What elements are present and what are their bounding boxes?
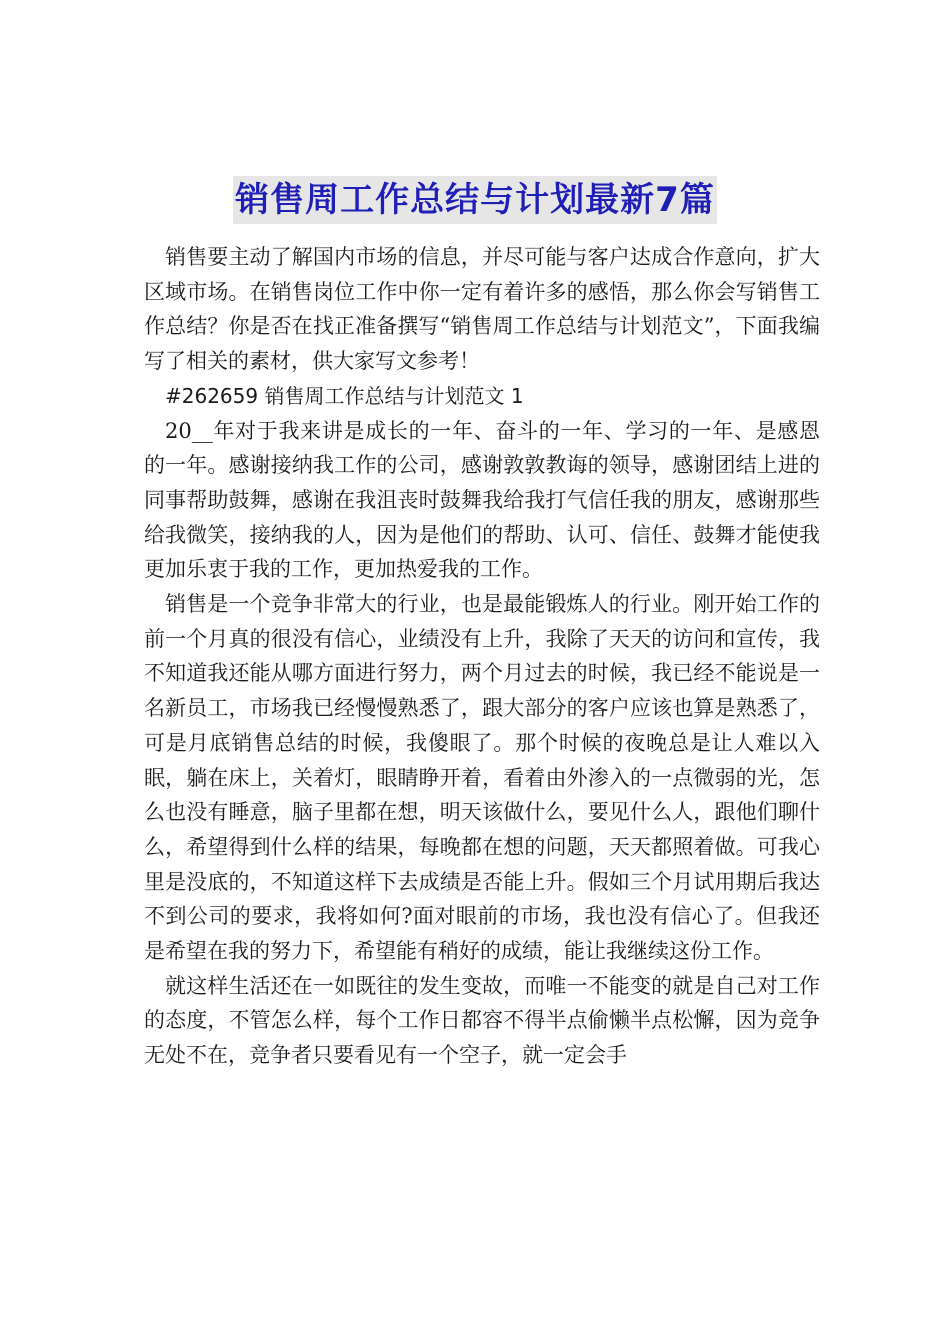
document-title: 销售周工作总结与计划最新7篇 — [233, 176, 717, 224]
title-container — [0, 176, 950, 224]
intro-paragraph: 销售要主动了解国内市场的信息，并尽可能与客户达成合作意向，扩大区域市场。在销售岗位工作中你一定有着许多的感悟，那么你会写销售工作总结？你是否在找正准备撰写“销售周工作总结与计划范文”，下面我编写了相关的素材，供大家写文参考！ — [144, 245, 820, 374]
document-body — [144, 240, 820, 1073]
body-paragraph-2: 销售是一个竞争非常大的行业，也是最能锻炼人的行业。刚开始工作的前一个月真的很没有信心，业绩没有上升，我除了天天的访问和宣传，我不知道我还能从哪方面进行努力，两个月过去的时候，我已经不能说是一名新员工，市场我已经慢慢熟悉了，跟大部分的客户应该也算是熟悉了，可是月底销售总结的时候，我傻眼了。那个时候的夜晚总是让人难以入眠，躺在床上，关着灯，眼睛睁开着，看着由外渗入的一点微弱的光，怎么也没有睡意，脑子里都在想，明天该做什么，要见什么人，跟他们聊什么，希望得到什么样的结果，每晚都在想的问题，天天都照着做。可我心里是没底的，不知道这样下去成绩是否能上升。假如三个月试用期后我达不到公司的要求，我将如何?面对眼前的市场，我也没有信心了。但我还是希望在我的努力下，希望能有稍好的成绩，能让我继续这份工作。 — [144, 592, 820, 964]
body-paragraph-3: 就这样生活还在一如既往的发生变故，而唯一不能变的就是自己对工作的态度，不管怎么样，每个工作日都容不得半点偷懒半点松懈，因为竞争无处不在，竞争者只要看见有一个空子，就一定会手 — [144, 973, 820, 1068]
body-paragraph-1: 20__年对于我来讲是成长的一年、奋斗的一年、学习的一年、是感恩的一年。感谢接纳我工作的公司，感谢敦敦教诲的领导，感谢团结上进的同事帮助鼓舞，感谢在我沮丧时鼓舞我给我打气信任我的朋友，感谢那些给我微笑，接纳我的人，因为是他们的帮助、认可、信任、鼓舞才能使我更加乐衷于我的工作，更加热爱我的工作。 — [144, 418, 820, 582]
section-heading: #262659 销售周工作总结与计划范文 1 — [165, 383, 524, 408]
